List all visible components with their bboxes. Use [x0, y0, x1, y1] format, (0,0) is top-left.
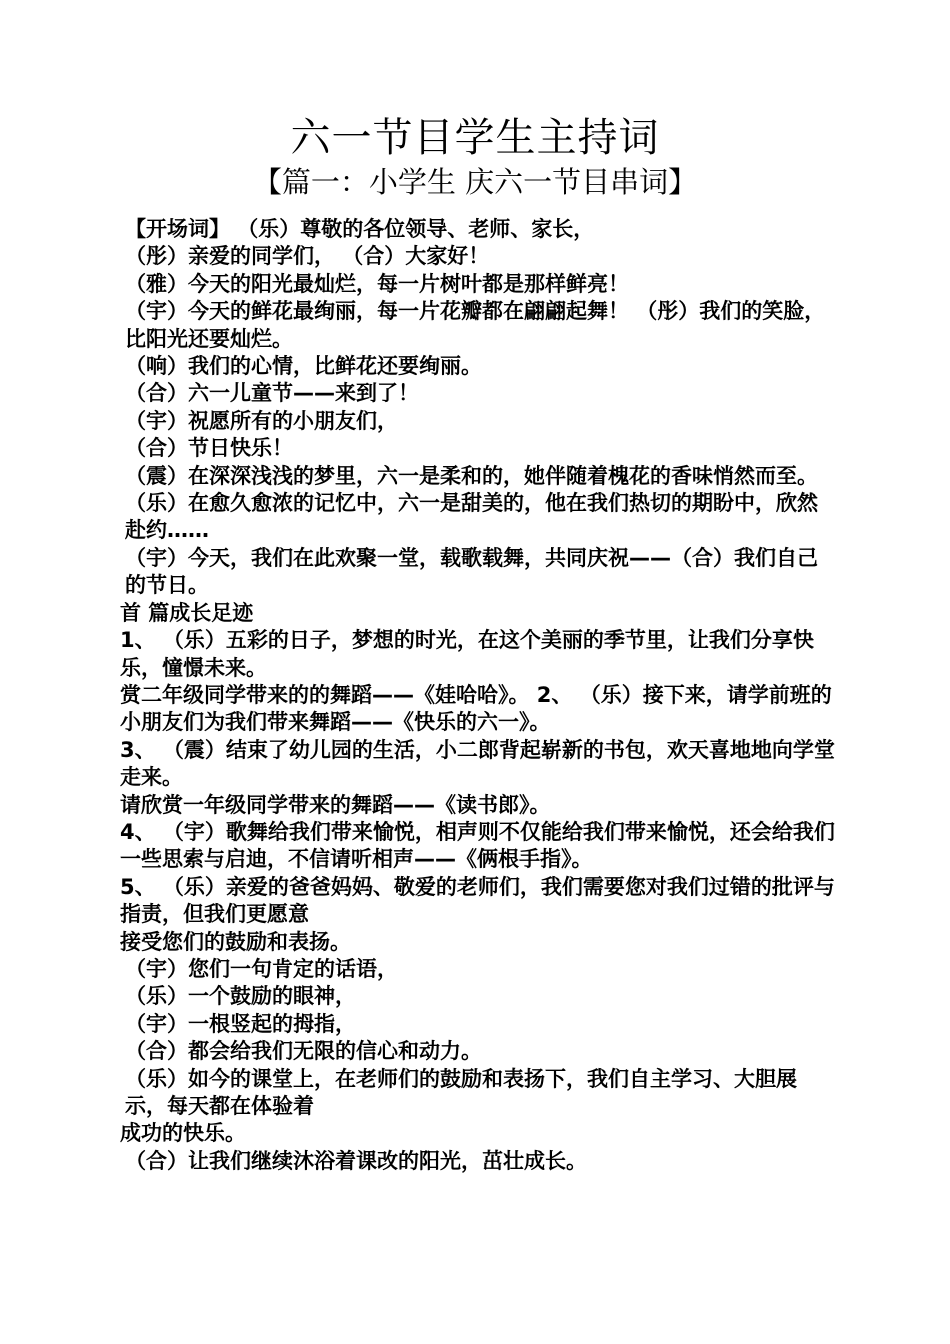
paragraph: 成功的快乐。: [120, 1121, 246, 1146]
paragraph: 3、 （震）结束了幼儿园的生活，小二郎背起崭新的书包，欢天喜地地向学堂走来。: [120, 737, 835, 790]
paragraph: （宇）您们一句肯定的话语，: [125, 956, 398, 981]
paragraph: 接受您们的鼓励和表扬。: [120, 929, 351, 954]
paragraph: （乐）在愈久愈浓的记忆中，六一是甜美的，他在我们热切的期盼中，欣然赴约……: [125, 491, 818, 543]
paragraph: 【开场词】 （乐）尊敬的各位领导、老师、家长，: [125, 217, 595, 241]
paragraph: 赏二年级同学带来的的舞蹈——《娃哈哈》。 2、 （乐）接下来，请学前班的小朋友们为我们带来舞蹈——《快乐的六一》。: [120, 682, 832, 735]
paragraph: （乐）一个鼓励的眼神，: [125, 984, 356, 1009]
paragraph: 4、 （宇）歌舞给我们带来愉悦，相声则不仅能给我们带来愉悦，还会给我们一些思索与启迪，不信请听相声——《俩根手指》。: [120, 819, 835, 872]
paragraph: （合）都会给我们无限的信心和动力。: [125, 1039, 482, 1064]
paragraph: 1、 （乐）五彩的日子，梦想的时光，在这个美丽的季节里，让我们分享快乐，憧憬未来。: [120, 628, 814, 680]
paragraph: （响）我们的心情，比鲜花还要绚丽。: [125, 354, 482, 379]
paragraph: 首 篇成长足迹: [120, 600, 254, 625]
paragraph: （宇）今天的鲜花最绚丽，每一片花瓣都在翩翩起舞！ （彤）我们的笑脸，比阳光还要灿烂。: [125, 299, 826, 351]
paragraph: （合）六一儿童节——来到了！: [125, 381, 419, 406]
document-body: [115, 216, 835, 1175]
paragraph: （宇）今天，我们在此欢聚一堂，载歌载舞，共同庆祝——（合）我们自己的节日。: [125, 545, 818, 598]
document-title: 六一节目学生主持词: [290, 115, 660, 161]
paragraph: 5、 （乐）亲爱的爸爸妈妈、敬爱的老师们，我们需要您对我们过错的批评与指责，但我们更愿意: [120, 874, 835, 927]
paragraph: （震）在深深浅浅的梦里，六一是柔和的，她伴随着槐花的香味悄然而至。: [125, 463, 818, 488]
paragraph: （合）让我们继续沐浴着课改的阳光，茁壮成长。: [125, 1148, 587, 1173]
paragraph: （雅）今天的阳光最灿烂，每一片树叶都是那样鲜亮！: [125, 271, 629, 296]
paragraph: （宇）一根竖起的拇指，: [125, 1011, 356, 1036]
document-subtitle: 【篇一：小学生 庆六一节目串词】: [252, 165, 698, 199]
paragraph: （乐）如今的课堂上，在老师们的鼓励和表扬下，我们自主学习、大胆展示，每天都在体验着: [125, 1066, 797, 1118]
paragraph: （彤）亲爱的同学们， （合）大家好！: [125, 244, 490, 269]
paragraph: 请欣赏一年级同学带来的舞蹈——《读书郎》。: [120, 792, 551, 817]
paragraph: （合）节日快乐！: [125, 436, 293, 461]
paragraph: （宇）祝愿所有的小朋友们，: [125, 408, 398, 433]
